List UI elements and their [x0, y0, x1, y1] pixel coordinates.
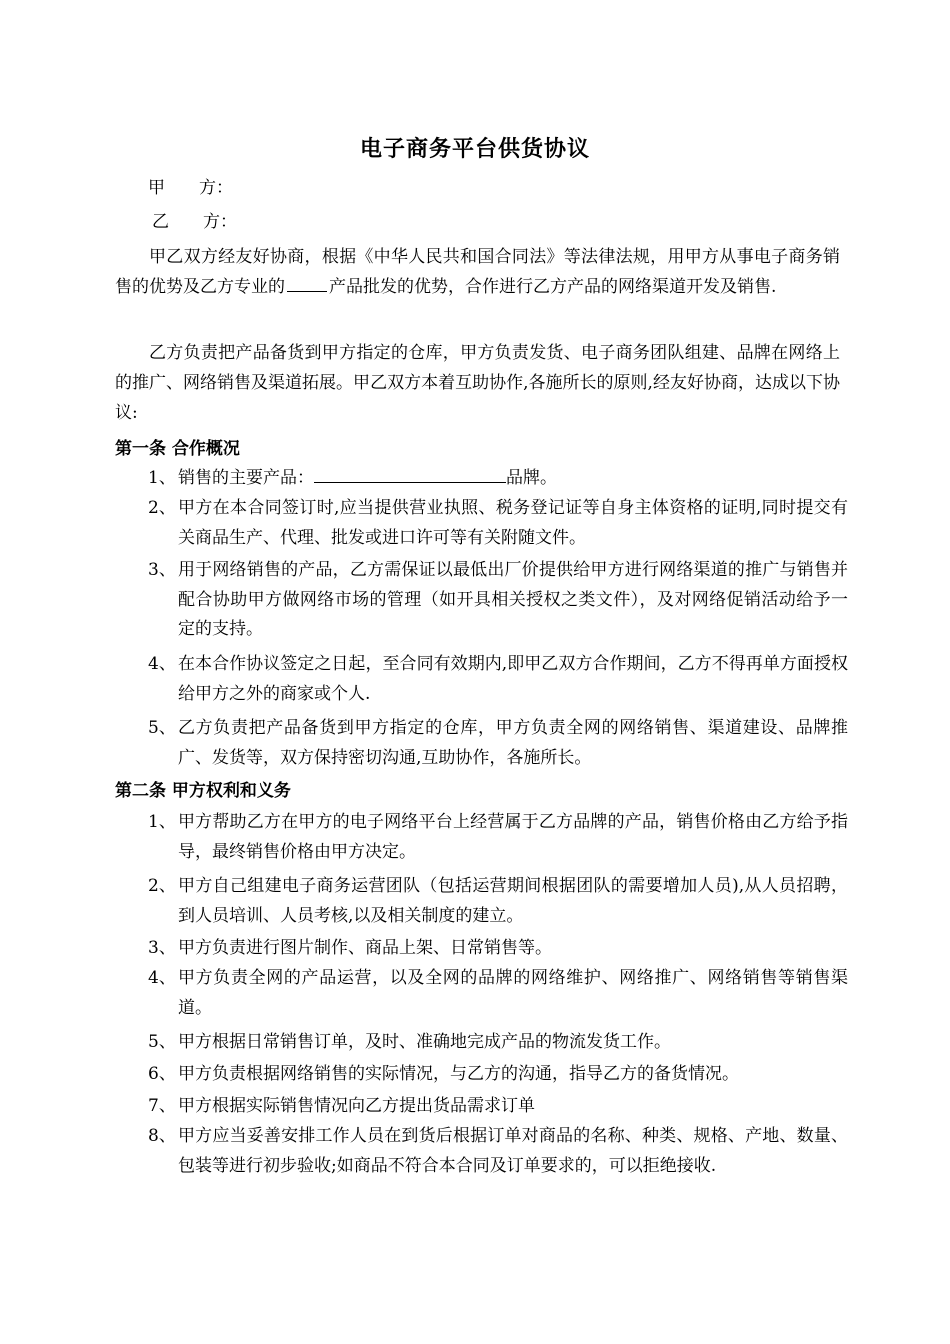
item-number: 2、 — [148, 498, 176, 518]
item-text: 甲方帮助乙方在甲方的电子网络平台上经营属于乙方品牌的产品，销售价格由乙方给予指导，最终销售价格由甲方决定。 — [178, 812, 848, 862]
item-text: 在本合作协议签定之日起，至合同有效期内,即甲乙双方合作期间，乙方不得再单方面授权给甲方之外的商家或个人. — [178, 654, 848, 704]
item-text: 甲方在本合同签订时,应当提供营业执照、税务登记证等自身主体资格的证明,同时提交有关商品生产、代理、批发或进口许可等有关附随文件。 — [178, 498, 848, 548]
item-number: 2、 — [148, 876, 176, 896]
item-number: 1、 — [148, 468, 176, 488]
section-1-item-4 — [148, 650, 848, 709]
section-2-item-5 — [148, 1028, 848, 1058]
item-text: 甲方根据日常销售订单，及时、准确地完成产品的物流发货工作。 — [178, 1032, 671, 1052]
section-1-item-5 — [148, 714, 848, 773]
section-2-item-6 — [148, 1060, 848, 1090]
document-title: 电子商务平台供货协议 — [359, 136, 590, 162]
item-number: 4、 — [148, 968, 176, 988]
intro-p1-after: 产品批发的优势，合作进行乙方产品的网络渠道开发及销售. — [329, 277, 777, 297]
item-number: 7、 — [148, 1096, 176, 1116]
item-number: 3、 — [148, 560, 176, 580]
item-number: 6、 — [148, 1064, 176, 1084]
item-text: 甲方根据实际销售情况向乙方提出货品需求订单 — [178, 1096, 535, 1116]
section-2-heading: 第二条 甲方权利和义务 — [115, 781, 291, 801]
item-number: 5、 — [148, 718, 176, 738]
item-number: 5、 — [148, 1032, 176, 1052]
intro-paragraph-2: 乙方负责把产品备货到甲方指定的仓库，甲方负责发货、电子商务团队组建、品牌在网络上的推广、网络销售及渠道拓展。甲乙双方本着互助协作,各施所长的原则,经友好协商，达成以下协议: — [115, 343, 840, 423]
section-1-item-2 — [148, 494, 848, 553]
item-number: 3、 — [148, 938, 176, 958]
section-1-heading: 第一条 合作概况 — [115, 439, 240, 459]
section-2-item-3 — [148, 934, 848, 964]
section-2-item-4 — [148, 964, 848, 1023]
item-number: 8、 — [148, 1126, 176, 1146]
item-text: 用于网络销售的产品，乙方需保证以最低出厂价提供给甲方进行网络渠道的推广与销售并配合协助甲方做网络市场的管理（如开具相关授权之类文件），及对网络促销活动给予一定的支持。 — [178, 560, 848, 639]
section-2-item-8 — [148, 1122, 848, 1181]
section-2-item-2 — [148, 872, 848, 931]
item-text: 甲方自己组建电子商务运营团队（包括运营期间根据团队的需要增加人员),从人员招聘，到人员培训、人员考核,以及相关制度的建立。 — [178, 876, 848, 926]
item-number: 1、 — [148, 812, 176, 832]
item-text: 甲方负责根据网络销售的实际情况，与乙方的沟通，指导乙方的备货情况。 — [178, 1064, 739, 1084]
item-1-before: 销售的主要产品： — [178, 468, 314, 488]
item-1-after: 品牌。 — [506, 468, 557, 488]
item-text: 甲方负责全网的产品运营，以及全网的品牌的网络维护、网络推广、网络销售等销售渠道。 — [178, 968, 848, 1018]
section-2-item-1 — [148, 808, 848, 867]
section-1-item-1 — [148, 464, 848, 494]
party-b-label: 乙 方： — [152, 212, 237, 232]
section-1-item-3 — [148, 556, 848, 645]
intro-paragraph-1 — [115, 242, 840, 302]
item-text: 甲方负责进行图片制作、商品上架、日常销售等。 — [178, 938, 552, 958]
brand-blank — [314, 466, 506, 483]
party-a-label: 甲 方： — [148, 178, 233, 198]
item-text: 乙方负责把产品备货到甲方指定的仓库，甲方负责全网的网络销售、渠道建设、品牌推广、发货等，双方保持密切沟通,互助协作，各施所长。 — [178, 718, 848, 768]
product-type-blank — [287, 275, 327, 292]
section-2-item-7 — [148, 1092, 848, 1122]
item-number: 4、 — [148, 654, 176, 674]
intro-p1-before: 甲乙双方经友好协商，根据《中华人民共和国合同法》等法律法规，用甲方从事电子商务销售的优势及乙方专业的 — [115, 247, 840, 297]
item-text: 甲方应当妥善安排工作人员在到货后根据订单对商品的名称、种类、规格、产地、数量、包装等进行初步验收;如商品不符合本合同及订单要求的，可以拒绝接收. — [178, 1126, 848, 1176]
